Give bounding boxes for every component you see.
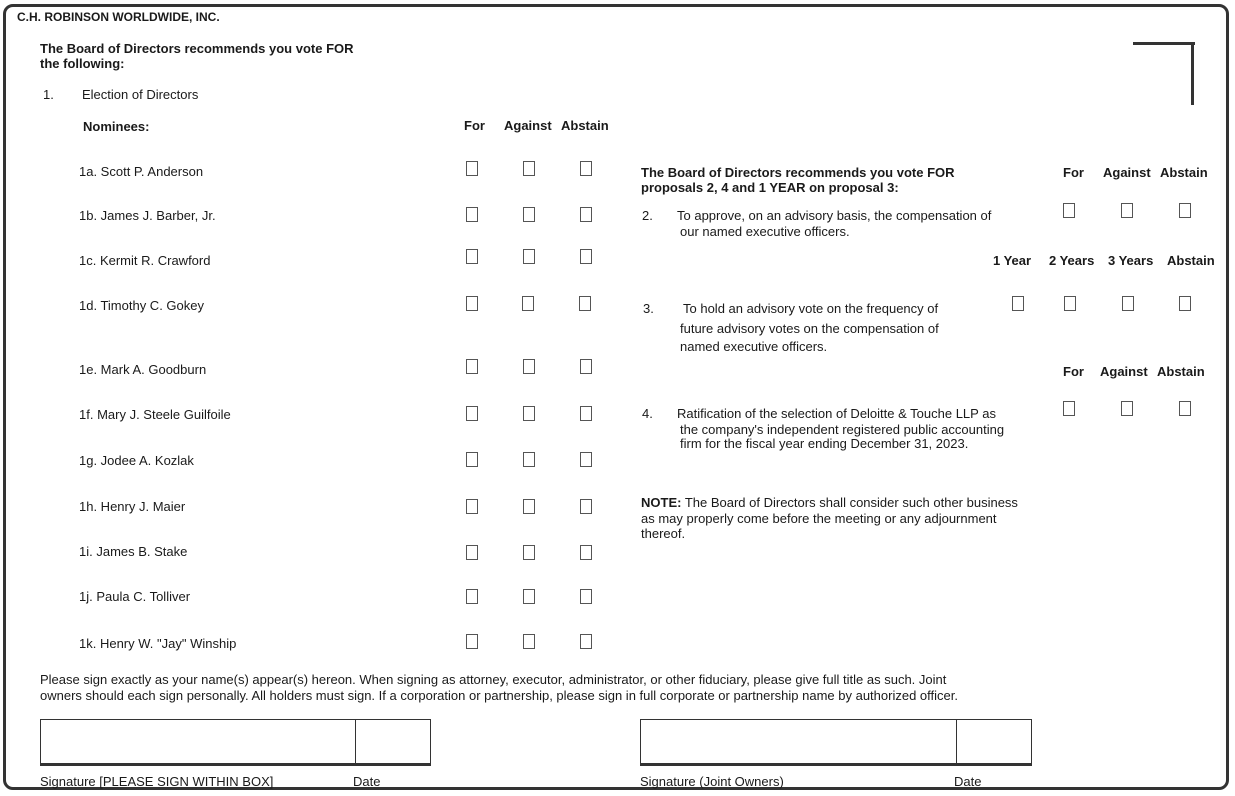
p2-col-against-header: Against [1103, 165, 1151, 180]
checkbox-1c-against[interactable] [523, 249, 535, 264]
col-1-year-header: 1 Year [993, 253, 1032, 268]
checkbox-1f-against[interactable] [523, 406, 535, 421]
joint-signature-date-label: Date [954, 774, 982, 789]
checkbox-1k-abstain[interactable] [580, 634, 592, 649]
checkbox-1g-for[interactable] [466, 452, 478, 467]
sign-instructions-line2: owners should each sign personally. All holders must sign. If a corporation or partnership, please sign in full corporate or partnership name by authorized officer. [40, 688, 958, 703]
note-label: NOTE: [641, 495, 682, 510]
col-against-header: Against [504, 118, 552, 133]
checkbox-1e-for[interactable] [466, 359, 478, 374]
p2-col-abstain-header: Abstain [1160, 165, 1208, 180]
checkbox-1i-abstain[interactable] [580, 545, 592, 560]
checkbox-1c-for[interactable] [466, 249, 478, 264]
nominee-label: 1e. Mark A. Goodburn [79, 362, 207, 377]
nominees-header: Nominees: [83, 119, 150, 134]
checkbox-p3-2-years[interactable] [1064, 296, 1076, 311]
checkbox-1k-against[interactable] [523, 634, 535, 649]
checkbox-p3-3-years[interactable] [1122, 296, 1134, 311]
nominee-label: 1i. James B. Stake [79, 544, 188, 559]
nominee-label: 1c. Kermit R. Crawford [79, 253, 211, 268]
checkbox-1k-for[interactable] [466, 634, 478, 649]
corner-mark [1133, 42, 1195, 45]
proposal4-line3: firm for the fiscal year ending December 31, 2023. [680, 436, 969, 451]
proposal3-number: 3. [643, 301, 654, 316]
board-recommendation-line1: The Board of Directors recommends you vote FOR [40, 41, 354, 56]
note-line2: as may properly come before the meeting or any adjournment [641, 511, 997, 526]
company-name: C.H. ROBINSON WORLDWIDE, INC. [17, 10, 220, 24]
nominee-label: 1j. Paula C. Tolliver [79, 589, 191, 604]
col-2-years-header: 2 Years [1049, 253, 1095, 268]
checkbox-1h-for[interactable] [466, 499, 478, 514]
col-for-header: For [464, 118, 485, 133]
note-line1 [641, 495, 1018, 510]
signature-label: Signature [PLEASE SIGN WITHIN BOX] [40, 774, 274, 789]
proposal2-line2: our named executive officers. [680, 224, 850, 239]
board-recommendation-2-line2: proposals 2, 4 and 1 YEAR on proposal 3: [641, 180, 899, 195]
checkbox-p4-for[interactable] [1063, 401, 1075, 416]
checkbox-1h-against[interactable] [523, 499, 535, 514]
proposal3-line1: To hold an advisory vote on the frequency of [683, 301, 939, 316]
proposal1-number: 1. [43, 87, 54, 102]
checkbox-1b-abstain[interactable] [580, 207, 592, 222]
board-recommendation-2-line1: The Board of Directors recommends you vote FOR [641, 165, 955, 180]
p4-col-abstain-header: Abstain [1157, 364, 1205, 379]
checkbox-p2-against[interactable] [1121, 203, 1133, 218]
p2-col-for-header: For [1063, 165, 1084, 180]
checkbox-1b-for[interactable] [466, 207, 478, 222]
proposal4-number: 4. [642, 406, 653, 421]
col-3-years-header: 3 Years [1108, 253, 1154, 268]
p4-col-against-header: Against [1100, 364, 1148, 379]
checkbox-1j-against[interactable] [523, 589, 535, 604]
checkbox-1g-abstain[interactable] [580, 452, 592, 467]
checkbox-p4-against[interactable] [1121, 401, 1133, 416]
checkbox-p4-abstain[interactable] [1179, 401, 1191, 416]
proposal1-title: Election of Directors [82, 87, 199, 102]
proposal4-line2: the company's independent registered public accounting [680, 422, 1005, 437]
checkbox-1e-abstain[interactable] [580, 359, 592, 374]
checkbox-1b-against[interactable] [523, 207, 535, 222]
checkbox-p3-1-year[interactable] [1012, 296, 1024, 311]
p4-col-for-header: For [1063, 364, 1084, 379]
proposal4-line1: Ratification of the selection of Deloitte & Touche LLP as [677, 406, 996, 421]
nominee-label: 1f. Mary J. Steele Guilfoile [79, 407, 231, 422]
joint-signature-label: Signature (Joint Owners) [640, 774, 784, 789]
joint-signature-date-divider [956, 720, 957, 763]
proposal2-number: 2. [642, 208, 653, 223]
checkbox-1f-for[interactable] [466, 406, 478, 421]
checkbox-p2-for[interactable] [1063, 203, 1075, 218]
joint-signature-box[interactable] [640, 719, 1032, 766]
col-abstain-header: Abstain [561, 118, 609, 133]
checkbox-p3-abstain[interactable] [1179, 296, 1191, 311]
nominee-label: 1k. Henry W. "Jay" Winship [79, 636, 237, 651]
checkbox-p2-abstain[interactable] [1179, 203, 1191, 218]
nominee-label: 1d. Timothy C. Gokey [79, 298, 204, 313]
checkbox-1d-for[interactable] [466, 296, 478, 311]
checkbox-1i-against[interactable] [523, 545, 535, 560]
checkbox-1h-abstain[interactable] [580, 499, 592, 514]
note-line3: thereof. [641, 526, 686, 541]
nominee-label: 1h. Henry J. Maier [79, 499, 186, 514]
signature-date-divider [355, 720, 356, 763]
col-freq-abstain-header: Abstain [1167, 253, 1215, 268]
checkbox-1a-against[interactable] [523, 161, 535, 176]
nominee-label: 1g. Jodee A. Kozlak [79, 453, 194, 468]
checkbox-1f-abstain[interactable] [580, 406, 592, 421]
nominee-label: 1a. Scott P. Anderson [79, 164, 204, 179]
checkbox-1j-abstain[interactable] [580, 589, 592, 604]
checkbox-1d-abstain[interactable] [579, 296, 591, 311]
checkbox-1j-for[interactable] [466, 589, 478, 604]
checkbox-1d-against[interactable] [522, 296, 534, 311]
signature-date-label: Date [353, 774, 381, 789]
checkbox-1c-abstain[interactable] [580, 249, 592, 264]
signature-box[interactable] [40, 719, 431, 766]
checkbox-1a-for[interactable] [466, 161, 478, 176]
nominee-label: 1b. James J. Barber, Jr. [79, 208, 216, 223]
proposal3-line2: future advisory votes on the compensation of [680, 321, 939, 336]
checkbox-1e-against[interactable] [523, 359, 535, 374]
proposal3-line3: named executive officers. [680, 339, 828, 354]
board-recommendation-line2: the following: [40, 56, 125, 71]
note-text: The Board of Directors shall consider such other business [681, 495, 1018, 510]
checkbox-1i-for[interactable] [466, 545, 478, 560]
proposal2-line1: To approve, on an advisory basis, the compensation of [677, 208, 992, 223]
sign-instructions-line1: Please sign exactly as your name(s) appear(s) hereon. When signing as attorney, executor, administrator, or other fiduciary, please give full title as such. Joint [40, 672, 947, 687]
checkbox-1a-abstain[interactable] [580, 161, 592, 176]
checkbox-1g-against[interactable] [523, 452, 535, 467]
corner-mark-vertical [1191, 42, 1194, 105]
